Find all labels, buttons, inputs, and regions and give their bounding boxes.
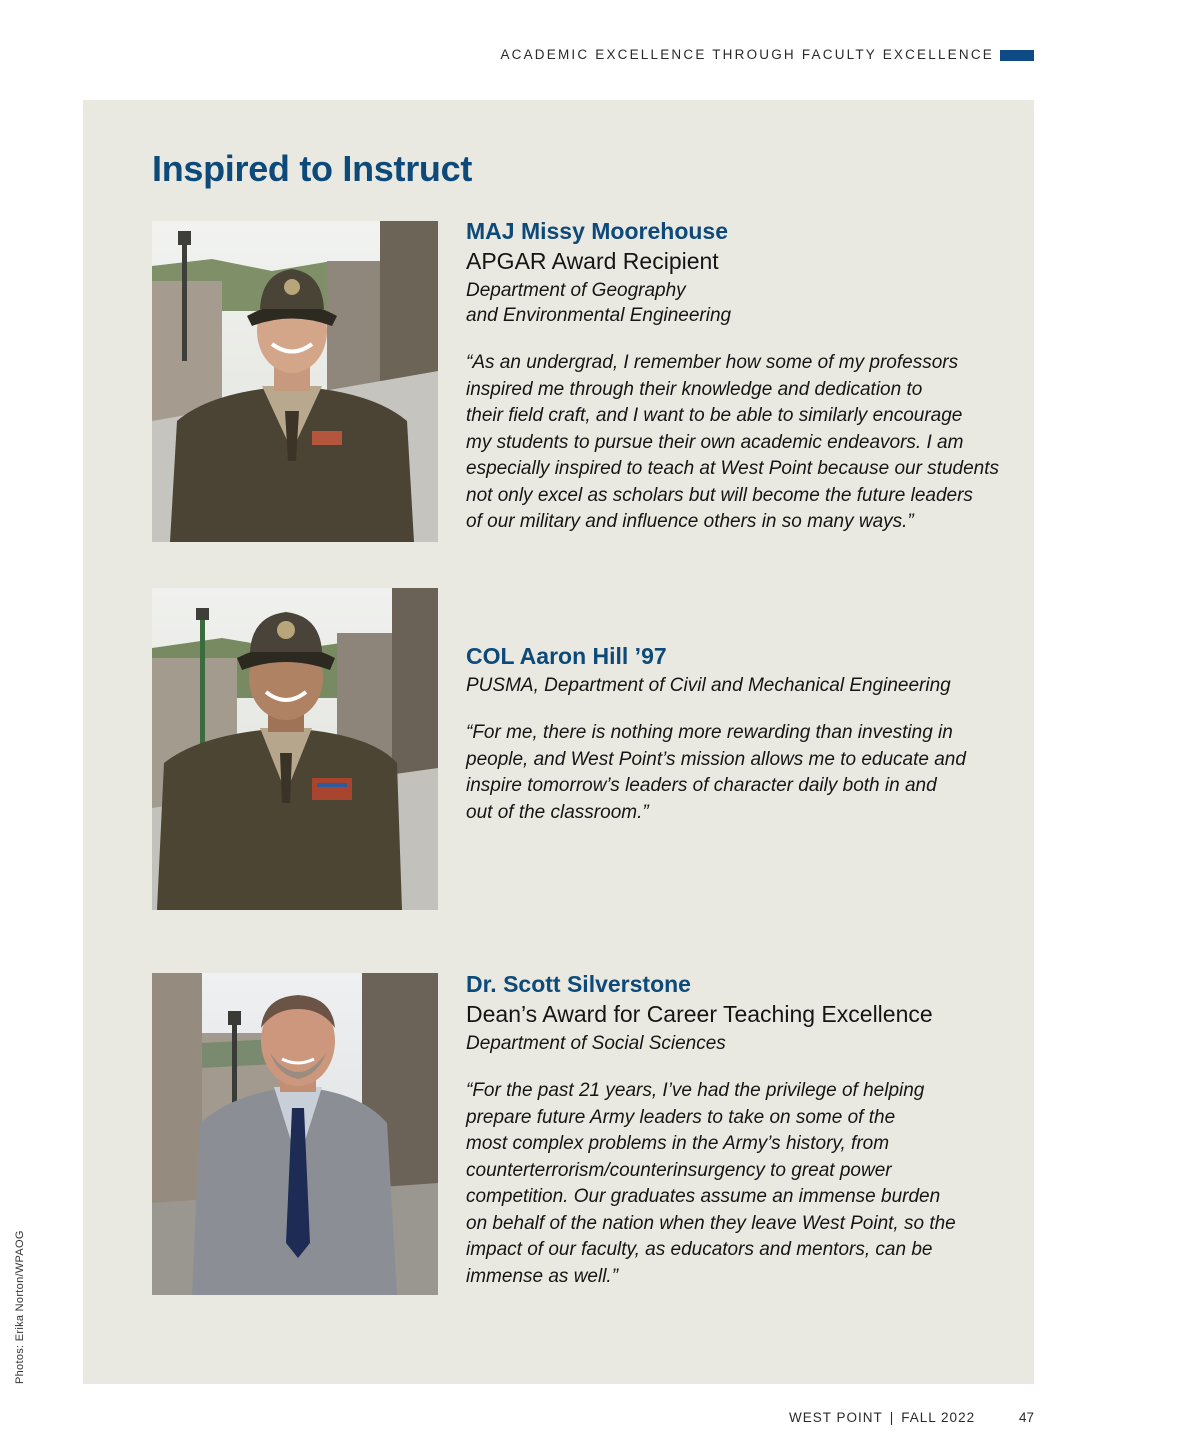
quote-line: out of the classroom.” <box>466 801 649 823</box>
portrait-photo-hill <box>152 588 438 910</box>
page-number: 47 <box>1019 1410 1035 1425</box>
quote-line: especially inspired to teach at West Point because our students <box>466 458 1000 479</box>
profile-quote <box>466 350 1006 536</box>
quote-line: impact of our faculty, as educators and mentors, can be <box>466 1239 933 1260</box>
profile-name: Dr. Scott Silverstone <box>466 971 691 997</box>
photo-credit: Photos: Erika Norton/WPAOG <box>14 1230 26 1384</box>
profile-department <box>466 673 1006 698</box>
quote-line: “For me, there is nothing more rewarding than investing in <box>466 722 953 743</box>
quote-line: on behalf of the nation when they leave West Point, so the <box>466 1212 956 1234</box>
profile-quote <box>466 1078 1006 1290</box>
quote-line: counterterrorism/counterinsurgency to great power <box>466 1159 892 1181</box>
profile-name: COL Aaron Hill ’97 <box>466 643 667 669</box>
profile-award: APGAR Award Recipient <box>466 248 719 274</box>
quote-line: “As an undergrad, I remember how some of my professors <box>466 352 959 373</box>
profile-department <box>466 1031 1006 1056</box>
quote-line: most complex problems in the Army’s history, from <box>466 1133 890 1154</box>
publication-name: WEST POINT <box>789 1410 883 1425</box>
quote-line: inspired me through their knowledge and dedication to <box>466 378 923 400</box>
department-line: Department of Social Sciences <box>466 1033 726 1054</box>
profile-hill <box>466 641 1006 826</box>
profile-award: Dean’s Award for Career Teaching Excellence <box>466 1001 933 1027</box>
quote-line: competition. Our graduates assume an immense burden <box>466 1186 941 1207</box>
profile-silverstone <box>466 969 1006 1290</box>
quote-line: inspire tomorrow’s leaders of character daily both in and <box>466 775 937 796</box>
quote-line: not only excel as scholars but will become the future leaders <box>466 484 973 506</box>
quote-line: my students to pursue their own academic endeavors. I am <box>466 431 964 453</box>
quote-line: of our military and influence others in so many ways.” <box>466 511 914 532</box>
profile-moorehouse <box>466 216 1006 536</box>
running-head: ACADEMIC EXCELLENCE THROUGH FACULTY EXCELLENCE <box>500 47 994 62</box>
quote-line: “For the past 21 years, I’ve had the privilege of helping <box>466 1080 925 1101</box>
issue-name: FALL 2022 <box>901 1410 976 1425</box>
quote-line: immense as well.” <box>466 1265 619 1287</box>
department-line: PUSMA, Department of Civil and Mechanical Engineering <box>466 675 951 696</box>
portrait-photo-silverstone <box>152 973 438 1295</box>
portrait-photo-moorehouse <box>152 221 438 542</box>
quote-line: prepare future Army leaders to take on some of the <box>466 1106 896 1128</box>
profile-name: MAJ Missy Moorehouse <box>466 218 728 244</box>
profile-quote <box>466 720 1006 826</box>
footer-publication <box>789 1410 975 1425</box>
department-line: Department of Geography <box>466 280 686 301</box>
profile-department <box>466 278 1006 328</box>
page-title: Inspired to Instruct <box>152 148 473 189</box>
running-head-bar <box>1000 50 1034 61</box>
quote-line: people, and West Point’s mission allows me to educate and <box>466 748 966 770</box>
quote-line: their field craft, and I want to be able to similarly encourage <box>466 405 963 426</box>
department-line: and Environmental Engineering <box>466 305 732 326</box>
footer-separator: | <box>889 1410 895 1425</box>
